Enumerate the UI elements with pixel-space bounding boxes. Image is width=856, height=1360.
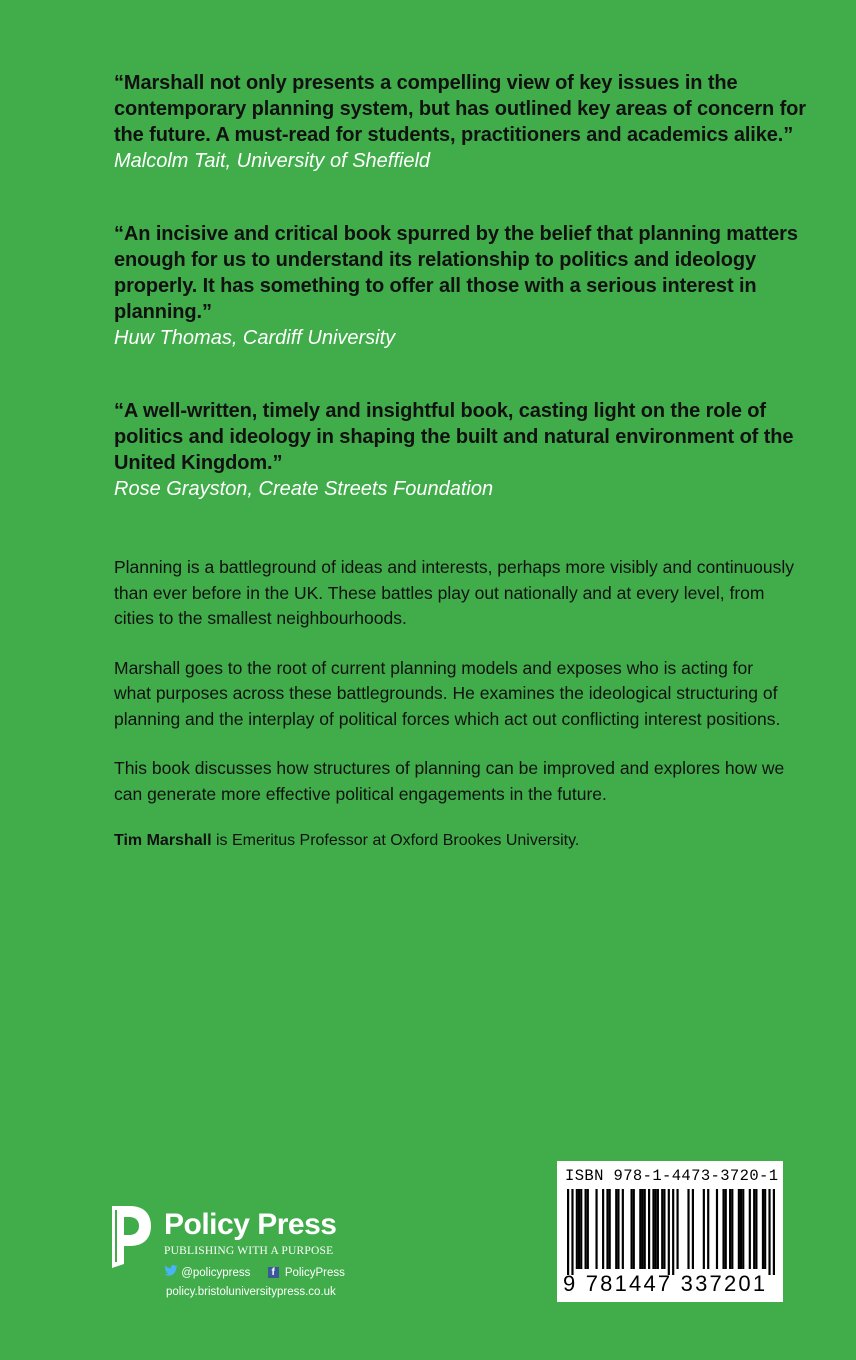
- barcode-bar: [755, 1189, 757, 1269]
- description-paragraph: This book discusses how structures of planning can be improved and explores how we can generate more effective political engagements in the future.: [114, 758, 785, 804]
- barcode-bar: [587, 1189, 589, 1269]
- author-name: Tim Marshall: [114, 832, 212, 849]
- barcode-bar: [652, 1189, 654, 1269]
- barcode-bar: [738, 1189, 740, 1269]
- barcode-bar: [692, 1189, 694, 1269]
- barcode-bar: [609, 1189, 611, 1269]
- barcode-bar: [648, 1189, 650, 1269]
- publisher-url[interactable]: policy.bristoluniversitypress.co.uk: [166, 1286, 336, 1298]
- barcode-bar: [657, 1189, 659, 1269]
- barcode-bar: [731, 1189, 733, 1269]
- barcode-bar: [729, 1189, 731, 1269]
- barcode-bar: [655, 1189, 657, 1269]
- quote-attribution: Rose Grayston, Create Streets Foundation: [114, 478, 494, 500]
- quote-attribution: Malcolm Tait, University of Sheffield: [114, 150, 431, 172]
- quote-text: “Marshall not only presents a compelling view of key issues in the contemporary planning system, but has outlined key areas of concern for the future. A must-read for students, practitioners and academics alike.”: [114, 72, 806, 146]
- barcode-bar: [725, 1189, 727, 1269]
- author-bio: [114, 831, 794, 851]
- barcode-bar: [773, 1189, 775, 1275]
- barcode-bar: [580, 1189, 582, 1269]
- publisher-block: [108, 1204, 388, 1314]
- barcode-bar: [768, 1189, 770, 1275]
- barcode-bar: [576, 1189, 578, 1269]
- barcode-bar: [740, 1189, 742, 1269]
- barcode-bar: [615, 1189, 617, 1269]
- policy-press-p-logo-icon: [108, 1204, 154, 1270]
- facebook-handle[interactable]: PolicyPress: [284, 1266, 345, 1279]
- book-description: [114, 555, 794, 875]
- barcode-bar: [644, 1189, 646, 1269]
- isbn-label: ISBN 978-1-4473-3720-1: [565, 1167, 779, 1185]
- quote-text: “An incisive and critical book spurred by the belief that planning matters enough for us to understand its relationship to politics and ideology properly. It has something to offer all those with a serious interest in planning.”: [114, 223, 798, 323]
- barcode-bar: [716, 1189, 718, 1269]
- barcode-bar: [707, 1189, 709, 1269]
- barcode-bar: [668, 1189, 670, 1275]
- barcode-bar: [585, 1189, 587, 1269]
- twitter-handle[interactable]: @policypress: [181, 1266, 251, 1279]
- facebook-icon: f: [268, 1267, 279, 1278]
- barcode-bar: [762, 1189, 764, 1269]
- endorsement-1: [114, 70, 814, 174]
- twitter-bird-icon: [164, 1265, 178, 1276]
- description-paragraph: Planning is a battleground of ideas and interests, perhaps more visibly and continuously than ever before in the UK. These battles play out nationally and at every level, from cities to the smallest neighbourhoods.: [114, 557, 794, 628]
- barcode-bar: [578, 1189, 580, 1269]
- barcode-bar: [753, 1189, 755, 1269]
- barcode-bar: [687, 1189, 689, 1269]
- endorsement-2: [114, 221, 814, 351]
- author-bio-text: is Emeritus Professor at Oxford Brookes University.: [211, 832, 580, 849]
- quote-text: “A well-written, timely and insightful book, casting light on the role of politics and ideology in shaping the built and natural environment of the United Kingdom.”: [114, 400, 794, 474]
- barcode-bar: [722, 1189, 724, 1269]
- barcode-bar: [672, 1189, 674, 1275]
- barcode-bar: [617, 1189, 619, 1269]
- barcode-bar: [749, 1189, 751, 1269]
- publisher-name: Policy Press: [164, 1208, 337, 1241]
- barcode-bar: [630, 1189, 632, 1269]
- barcode-bar: [703, 1189, 705, 1269]
- endorsements: [114, 70, 814, 549]
- publisher-tagline: PUBLISHING WITH A PURPOSE: [164, 1245, 334, 1257]
- quote-attribution: Huw Thomas, Cardiff University: [114, 327, 396, 349]
- barcode-bar: [764, 1189, 766, 1269]
- endorsement-3: [114, 398, 814, 502]
- barcode-bar: [567, 1189, 569, 1275]
- barcode-bar: [633, 1189, 635, 1269]
- barcode-bar: [606, 1189, 608, 1269]
- isbn-barcode: [557, 1161, 783, 1302]
- social-links: [164, 1265, 345, 1279]
- barcode-bar: [676, 1189, 678, 1269]
- barcode-bar: [595, 1189, 597, 1269]
- barcode-bar: [641, 1189, 643, 1269]
- barcode-bars: [567, 1189, 775, 1275]
- barcode-bar: [622, 1189, 624, 1269]
- barcode-bar: [571, 1189, 573, 1275]
- barcode-bar: [639, 1189, 641, 1269]
- barcode-bar: [602, 1189, 604, 1269]
- barcode-bar: [742, 1189, 744, 1269]
- barcode-digits: 9 781447 337201: [563, 1271, 768, 1296]
- description-paragraph: Marshall goes to the root of current planning models and exposes who is acting for what purposes across these battlegrounds. He examines the ideological structuring of planning and the interplay of political forces which act out conflicting interest positions.: [114, 657, 781, 729]
- barcode-bar: [661, 1189, 663, 1269]
- barcode-bar: [663, 1189, 665, 1269]
